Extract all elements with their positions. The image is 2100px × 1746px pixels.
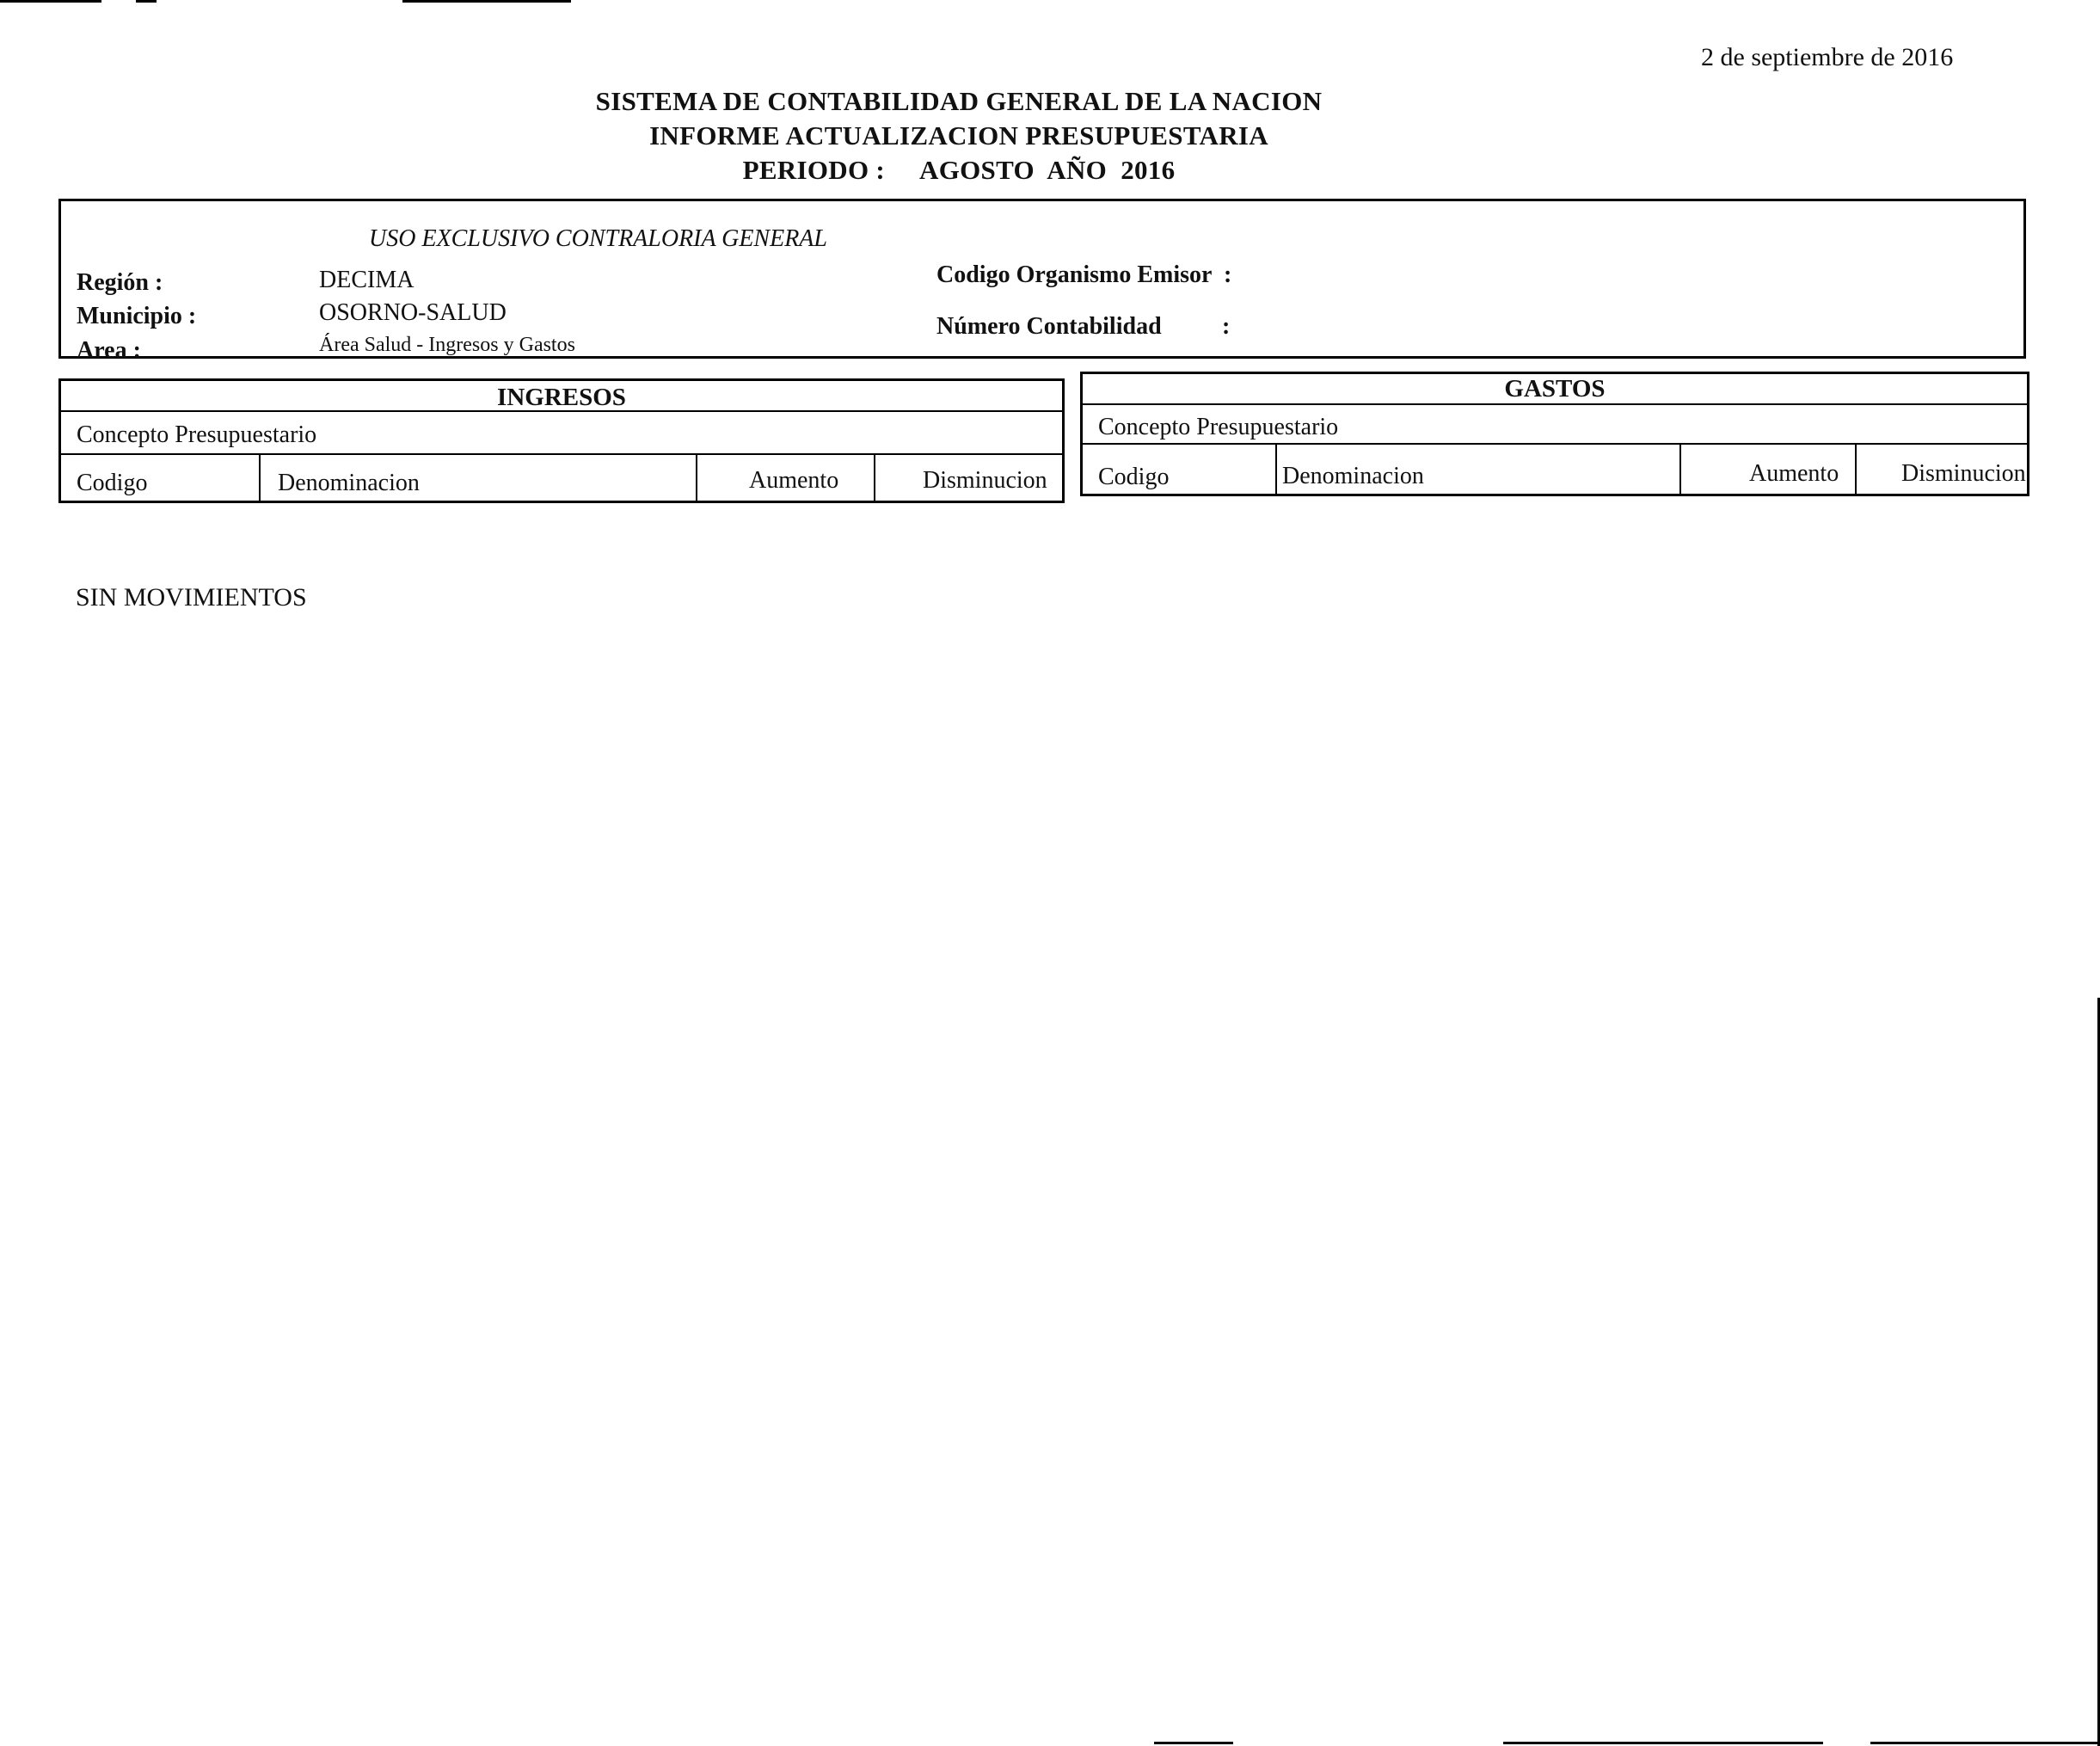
gastos-col-disminucion: Disminucion bbox=[1901, 460, 2026, 487]
gastos-col-sep-1 bbox=[1275, 443, 1277, 494]
ingresos-col-sep-3 bbox=[874, 453, 875, 501]
region-label: Región : bbox=[77, 269, 163, 296]
gastos-concepto: Concepto Presupuestario bbox=[1098, 414, 1339, 440]
scan-edge-top-mid bbox=[136, 0, 157, 3]
municipio-value: OSORNO-SALUD bbox=[319, 299, 507, 326]
scan-edge-top-right bbox=[402, 0, 571, 3]
region-value: DECIMA bbox=[319, 267, 414, 293]
area-label: Area : bbox=[77, 337, 141, 364]
ingresos-col-disminucion: Disminucion bbox=[923, 467, 1047, 494]
gastos-col-codigo: Codigo bbox=[1098, 464, 1170, 490]
gastos-table bbox=[1080, 372, 2029, 496]
ingresos-col-codigo: Codigo bbox=[77, 470, 148, 496]
gastos-title: GASTOS bbox=[1504, 375, 1606, 403]
ingresos-divider-1 bbox=[61, 410, 1062, 412]
gastos-divider-1 bbox=[1083, 403, 2027, 405]
exclusive-note: USO EXCLUSIVO CONTRALORIA GENERAL bbox=[369, 225, 827, 252]
report-period bbox=[0, 155, 1918, 186]
ingresos-col-sep-1 bbox=[259, 453, 261, 501]
header-info-box bbox=[58, 199, 2026, 364]
gastos-col-aumento: Aumento bbox=[1749, 460, 1839, 487]
ingresos-table bbox=[58, 378, 1065, 503]
codigo-emisor-label: Codigo Organismo Emisor : bbox=[936, 261, 1232, 288]
scan-edge-bottom-1 bbox=[1154, 1742, 1233, 1744]
scan-edge-top-left bbox=[0, 0, 101, 3]
municipio-label: Municipio : bbox=[77, 303, 197, 329]
ingresos-col-aumento: Aumento bbox=[749, 467, 839, 494]
ingresos-col-sep-2 bbox=[696, 453, 697, 501]
ingresos-divider-2 bbox=[61, 453, 1062, 455]
report-title: SISTEMA DE CONTABILIDAD GENERAL DE LA NACION bbox=[595, 86, 1323, 116]
ingresos-title: INGRESOS bbox=[497, 384, 626, 411]
area-value: Área Salud - Ingresos y Gastos bbox=[319, 334, 575, 356]
ingresos-col-denominacion: Denominacion bbox=[278, 470, 420, 496]
gastos-col-denominacion: Denominacion bbox=[1282, 463, 1424, 489]
status-text: SIN MOVIMIENTOS bbox=[76, 583, 307, 612]
report-subtitle: INFORME ACTUALIZACION PRESUPUESTARIA bbox=[649, 120, 1268, 151]
scan-edge-bottom-3 bbox=[1870, 1742, 2100, 1744]
numero-contabilidad-label: Número Contabilidad bbox=[936, 313, 1162, 340]
numero-contabilidad-colon: : bbox=[1222, 313, 1231, 340]
period-value: AGOSTO AÑO 2016 bbox=[919, 155, 1176, 185]
scan-edge-bottom-2 bbox=[1503, 1742, 1823, 1744]
ingresos-concepto: Concepto Presupuestario bbox=[77, 421, 317, 448]
report-date: 2 de septiembre de 2016 bbox=[1701, 43, 1954, 71]
gastos-divider-2 bbox=[1083, 443, 2027, 445]
gastos-col-sep-2 bbox=[1679, 443, 1681, 494]
gastos-col-sep-3 bbox=[1855, 443, 1857, 494]
period-label: PERIODO : bbox=[742, 155, 886, 185]
